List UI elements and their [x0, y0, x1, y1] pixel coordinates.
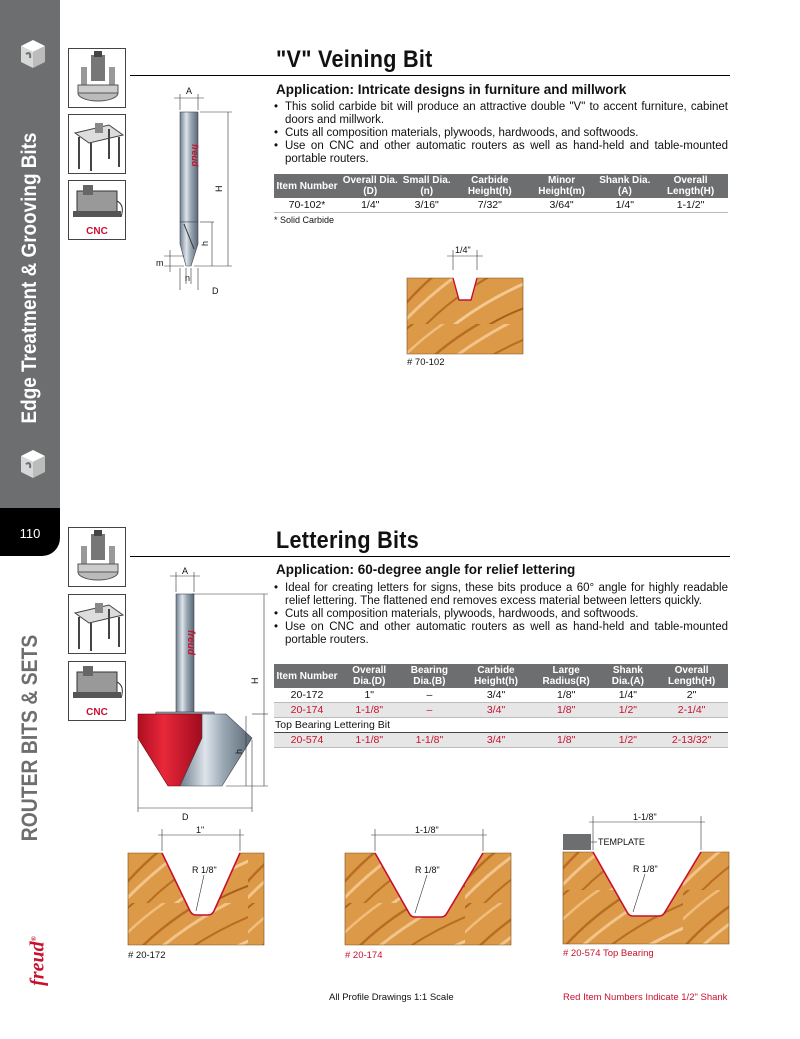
lettering-profile-20-574	[563, 810, 729, 946]
table-cell: 20-574	[274, 733, 340, 748]
scale-note: All Profile Drawings 1:1 Scale	[329, 992, 454, 1003]
column-header: Overall Dia.(D)	[340, 664, 399, 688]
lettering-title-rule	[130, 556, 730, 557]
dim-label-h-small: h	[234, 748, 244, 754]
lettering-spec-table	[274, 664, 728, 748]
table-cell: –	[399, 688, 461, 703]
profile-dim-label: 1-1/8"	[415, 825, 439, 835]
dim-label-m: m	[156, 258, 164, 268]
column-header: Bearing Dia.(B)	[399, 664, 461, 688]
dim-label-d: D	[182, 812, 189, 822]
table-cell: 1-1/8"	[340, 733, 399, 748]
bit-brand-label: freud	[190, 144, 200, 167]
table-cell: 3/4"	[460, 688, 531, 703]
table-header-row	[274, 174, 728, 198]
profile-radius-label: R 1/8"	[192, 865, 217, 875]
category-label: ROUTER BITS & SETS	[17, 634, 42, 842]
router-table-icon-box	[68, 114, 126, 174]
veining-title-rule	[130, 75, 730, 76]
table-cell: 3/16"	[400, 198, 453, 213]
table-cell: 7/32"	[453, 198, 527, 213]
column-header: Shank Dia.(A)	[601, 664, 656, 688]
profile-dim-label: 1"	[196, 825, 205, 835]
table-cell: 3/64"	[527, 198, 597, 213]
dim-label-d: D	[212, 286, 219, 296]
template-label: TEMPLATE	[598, 837, 645, 847]
column-header: Carbide Height(h)	[460, 664, 531, 688]
sidebar-section-label: Edge Treatment & Grooving Bits	[18, 132, 41, 424]
profile-dim-label: 1-1/8"	[633, 812, 657, 822]
dim-label-h-big: H	[214, 185, 224, 192]
lettering-profile-caption: # 20-172	[128, 950, 166, 961]
lettering-bullets	[274, 582, 728, 647]
table-row	[274, 198, 728, 213]
lettering-bit-diagram	[132, 564, 272, 822]
veining-title: "V" Veining Bit	[276, 46, 433, 73]
column-header: Overall Dia.(D)	[340, 174, 400, 198]
column-header: Minor Height(m)	[527, 174, 597, 198]
dim-label-n: n	[185, 273, 191, 283]
lettering-profile-20-174	[345, 823, 511, 947]
column-header: Overall Length(H)	[653, 174, 728, 198]
red-item-note: Red Item Numbers Indicate 1/2" Shank	[563, 992, 728, 1003]
brand-logo	[21, 933, 47, 989]
table-cell: 1/2"	[601, 703, 656, 718]
table-cell: 1/4"	[340, 198, 400, 213]
profile-radius-label: R 1/8"	[415, 865, 440, 875]
plunge-router-icon	[69, 49, 127, 109]
router-table-icon-box	[68, 594, 126, 654]
bit-cube-icon	[17, 446, 47, 482]
template-block	[563, 834, 591, 850]
bullet-item: • Cuts all composition materials, plywoods, hardwoods, and softwoods.	[274, 127, 728, 140]
table-header-row	[274, 664, 728, 688]
table-cell: 1/8"	[532, 688, 601, 703]
table-cell: 70-102*	[274, 198, 340, 213]
table-cell: 1-1/8"	[399, 733, 461, 748]
table-cell: 20-174	[274, 703, 340, 718]
table-row	[274, 688, 728, 703]
table-cell: 3/4"	[460, 703, 531, 718]
brand-name: freud	[26, 941, 49, 986]
table-cell: 1/4"	[601, 688, 656, 703]
table-cell: 1/4"	[597, 198, 654, 213]
table-cell: 1/8"	[532, 703, 601, 718]
lettering-profile-caption: # 20-174	[345, 950, 383, 961]
table-cell: 20-172	[274, 688, 340, 703]
lettering-profile-20-172	[128, 823, 264, 947]
lettering-application: Application: 60-degree angle for relief lettering	[276, 562, 576, 577]
column-header: Carbide Height(h)	[453, 174, 527, 198]
bullet-item: • Cuts all composition materials, plywoods, hardwoods, and softwoods.	[274, 608, 728, 621]
router-table-icon	[69, 115, 127, 175]
cnc-label: CNC	[86, 707, 108, 718]
column-header: Overall Length(H)	[655, 664, 728, 688]
lettering-title: Lettering Bits	[276, 527, 420, 554]
veining-footnote: * Solid Carbide	[274, 215, 335, 225]
table-cell: 1/8"	[532, 733, 601, 748]
table-cell: 2-13/32"	[655, 733, 728, 748]
bullet-item: • This solid carbide bit will produce an attractive double "V" to accent furniture, cabinet doors and millwork.	[274, 101, 728, 127]
table-cell: 3/4"	[460, 733, 531, 748]
bullet-item: • Ideal for creating letters for signs, these bits produce a 60° angle for highly readable relief lettering. The flattened end removes excess material between letters quickly.	[274, 582, 728, 608]
dim-label-h-big: H	[250, 677, 260, 684]
dim-label-a: A	[186, 86, 193, 96]
column-header: Item Number	[274, 174, 340, 198]
cnc-label: CNC	[86, 226, 108, 237]
table-row	[274, 733, 728, 748]
table-cell: 1-1/2"	[653, 198, 728, 213]
table-cell: 2-1/4"	[655, 703, 728, 718]
dim-label-h-small: h	[200, 240, 210, 246]
table-cell: –	[399, 703, 461, 718]
bit-brand-label: freud	[185, 630, 196, 655]
lettering-profile-caption: # 20-574 Top Bearing	[563, 948, 654, 959]
plunge-router-icon-box	[68, 48, 126, 108]
router-table-icon	[69, 595, 127, 655]
veining-application: Application: Intricate designs in furniture and millwork	[276, 82, 627, 97]
table-cell: 1-1/8"	[340, 703, 399, 718]
table-cell: 2"	[655, 688, 728, 703]
veining-spec-table	[274, 174, 728, 213]
plunge-router-icon	[69, 528, 127, 588]
page-number: 110	[19, 526, 41, 541]
table-cell: 1"	[340, 688, 399, 703]
column-header: Small Dia.(n)	[400, 174, 453, 198]
veining-profile-drawing	[407, 244, 523, 356]
bullet-item: • Use on CNC and other automatic routers as well as hand-held and table-mounted portable routers.	[274, 140, 728, 166]
table-subheading-row	[274, 718, 728, 733]
table-subheading: Top Bearing Lettering Bit	[274, 718, 728, 733]
dim-label-a: A	[182, 566, 189, 576]
cnc-icon-box	[68, 180, 126, 240]
cnc-icon-box	[68, 661, 126, 721]
plunge-router-icon-box	[68, 527, 126, 587]
profile-dim-label: 1/4"	[455, 245, 471, 255]
table-row	[274, 703, 728, 718]
bullet-item: • Use on CNC and other automatic routers as well as hand-held and table-mounted portable routers.	[274, 621, 728, 647]
brand-mark: ®	[30, 936, 38, 942]
bit-cube-icon	[17, 36, 47, 72]
table-cell: 1/2"	[601, 733, 656, 748]
veining-profile-caption: # 70-102	[407, 357, 445, 368]
veining-bit-diagram	[150, 84, 240, 300]
column-header: Large Radius(R)	[532, 664, 601, 688]
column-header: Shank Dia.(A)	[597, 174, 654, 198]
profile-radius-label: R 1/8"	[633, 864, 658, 874]
column-header: Item Number	[274, 664, 340, 688]
veining-bullets	[274, 101, 728, 166]
